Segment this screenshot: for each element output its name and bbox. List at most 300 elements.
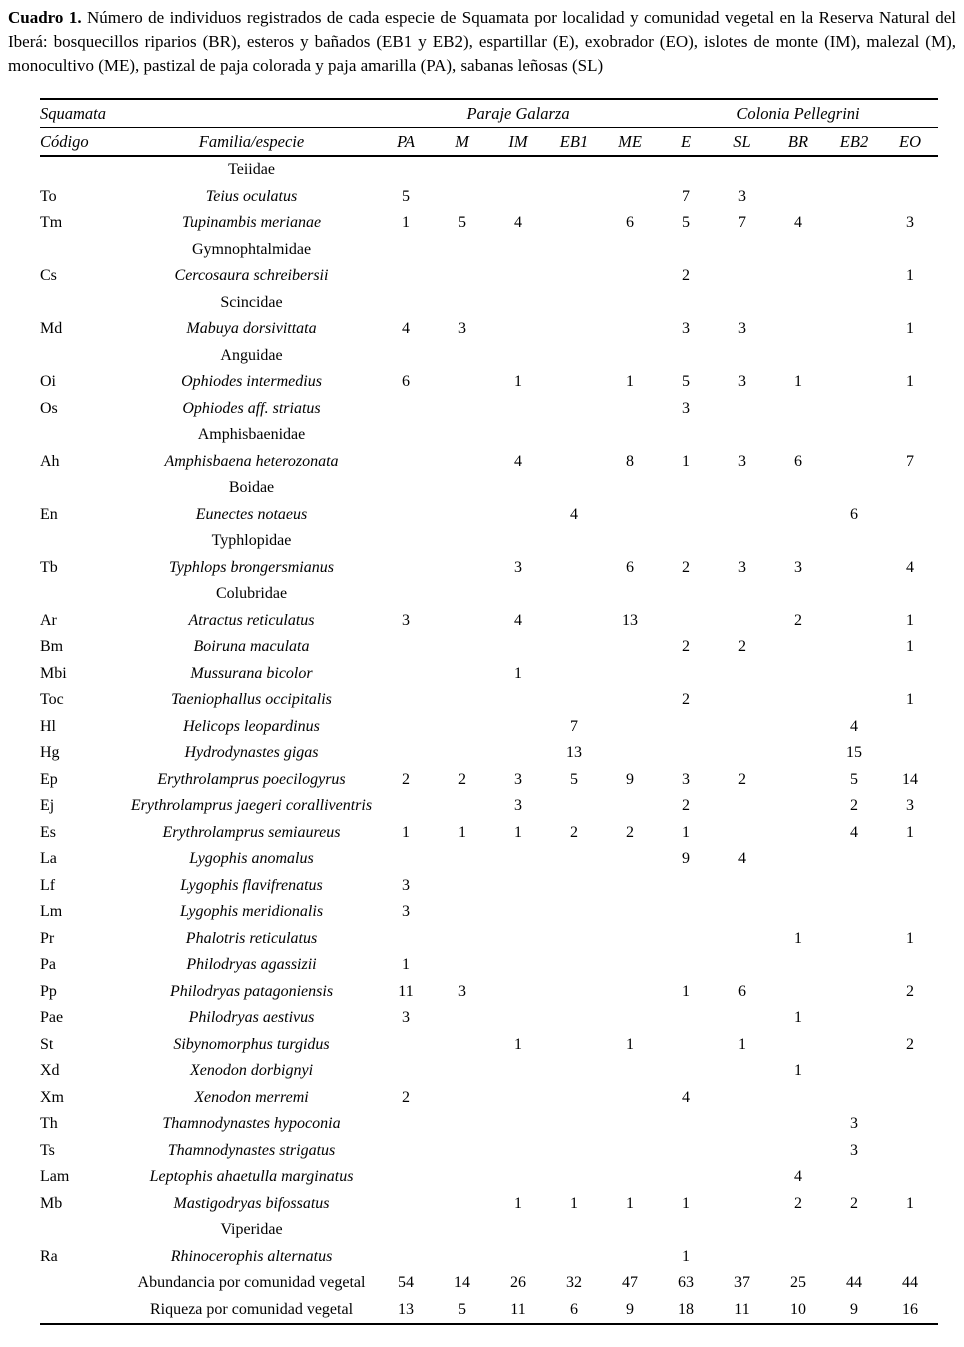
count-cell: 2: [402, 1088, 410, 1106]
count-cell: [882, 740, 938, 767]
count-cell: [434, 608, 490, 635]
count-cell: [378, 793, 434, 820]
count-cell: 6: [402, 373, 410, 391]
count-cell: [434, 369, 490, 396]
species-name: Leptophis ahaetulla marginatus: [149, 1168, 354, 1186]
count-cell: [546, 1164, 602, 1191]
header-colonia-pellegrini: Colonia Pellegrini: [658, 99, 938, 128]
count-cell: [546, 316, 602, 343]
count-cell: [546, 1085, 602, 1112]
species-row: [40, 1085, 938, 1112]
count-cell: 5: [850, 770, 858, 788]
count-cell: [546, 634, 602, 661]
count-cell: [770, 528, 826, 555]
count-cell: [658, 899, 714, 926]
species-row: [40, 899, 938, 926]
species-name: Philodryas aestivus: [188, 1009, 315, 1027]
count-cell: [826, 369, 882, 396]
count-cell: [602, 184, 658, 211]
count-cell: 1: [570, 1194, 578, 1212]
species-name: Ophiodes intermedius: [181, 373, 322, 391]
col-header-eb1: EB1: [546, 128, 602, 157]
count-cell: 2: [682, 558, 690, 576]
count-cell: [826, 979, 882, 1006]
count-cell: [658, 290, 714, 317]
count-cell: [546, 926, 602, 953]
count-cell: [826, 475, 882, 502]
count-cell: 3: [738, 373, 746, 391]
count-cell: [378, 449, 434, 476]
count-cell: [434, 952, 490, 979]
count-cell: [770, 502, 826, 529]
count-cell: 3: [402, 611, 410, 629]
count-cell: [546, 369, 602, 396]
count-cell: 14: [454, 1274, 470, 1292]
count-cell: 13: [622, 611, 638, 629]
count-cell: [434, 1138, 490, 1165]
count-cell: [378, 290, 434, 317]
count-cell: [714, 1085, 770, 1112]
count-cell: [714, 740, 770, 767]
count-cell: [658, 422, 714, 449]
count-cell: [658, 926, 714, 953]
count-cell: [714, 475, 770, 502]
count-cell: [658, 1032, 714, 1059]
count-cell: [882, 581, 938, 608]
count-cell: [714, 396, 770, 423]
count-cell: [714, 661, 770, 688]
count-cell: [770, 873, 826, 900]
species-name: Mabuya dorsivittata: [186, 320, 317, 338]
count-cell: [546, 156, 602, 184]
count-cell: 4: [794, 1168, 802, 1186]
count-cell: 9: [626, 770, 634, 788]
count-cell: [378, 1058, 434, 1085]
count-cell: 3: [402, 876, 410, 894]
count-cell: 2: [738, 638, 746, 656]
species-name: Phalotris reticulatus: [185, 929, 318, 947]
count-cell: [770, 263, 826, 290]
species-row: [40, 846, 938, 873]
count-cell: [490, 396, 546, 423]
species-code: Ar: [40, 611, 57, 629]
count-cell: [602, 422, 658, 449]
family-name: Colubridae: [215, 585, 288, 603]
count-cell: [434, 661, 490, 688]
family-name: Boidae: [228, 479, 275, 497]
count-cell: 4: [794, 214, 802, 232]
species-code: [40, 581, 125, 608]
count-cell: [826, 1058, 882, 1085]
count-cell: [490, 316, 546, 343]
count-cell: [490, 343, 546, 370]
count-cell: [490, 714, 546, 741]
table-body: [40, 156, 938, 1324]
species-code: Hg: [40, 744, 60, 762]
species-code: St: [40, 1035, 54, 1053]
count-cell: 1: [626, 1035, 634, 1053]
count-cell: 1: [514, 1035, 522, 1053]
species-row: [40, 634, 938, 661]
count-cell: 3: [458, 982, 466, 1000]
count-cell: 4: [850, 823, 858, 841]
count-cell: [882, 184, 938, 211]
family-row: [40, 1217, 938, 1244]
family-row: [40, 237, 938, 264]
count-cell: [602, 1111, 658, 1138]
species-code: Bm: [40, 638, 64, 656]
species-code: Pae: [40, 1009, 64, 1027]
count-cell: [770, 793, 826, 820]
species-name: Sibynomorphus turgidus: [173, 1035, 330, 1053]
count-cell: [602, 714, 658, 741]
count-cell: [658, 1058, 714, 1085]
count-cell: 3: [738, 558, 746, 576]
count-cell: [714, 422, 770, 449]
count-cell: 7: [906, 452, 914, 470]
count-cell: 2: [570, 823, 578, 841]
col-header-m: M: [434, 128, 490, 157]
species-row: [40, 740, 938, 767]
count-cell: 2: [682, 638, 690, 656]
count-cell: [434, 263, 490, 290]
species-name: Atractus reticulatus: [188, 611, 315, 629]
species-row: [40, 873, 938, 900]
count-cell: [546, 1244, 602, 1271]
count-cell: [826, 422, 882, 449]
count-cell: [434, 1111, 490, 1138]
count-cell: 1: [514, 823, 522, 841]
count-cell: 6: [794, 452, 802, 470]
count-cell: [546, 1032, 602, 1059]
col-header-codigo: Código: [40, 128, 125, 157]
species-name: Thamnodynastes hypoconia: [162, 1115, 341, 1133]
species-code: Ts: [40, 1141, 55, 1159]
count-cell: 9: [626, 1300, 634, 1318]
species-row: [40, 608, 938, 635]
species-row: [40, 316, 938, 343]
count-cell: [658, 156, 714, 184]
species-code: Pr: [40, 929, 55, 947]
count-cell: [546, 1111, 602, 1138]
species-code: Ah: [40, 452, 60, 470]
count-cell: [546, 979, 602, 1006]
count-cell: [546, 899, 602, 926]
count-cell: [434, 740, 490, 767]
count-cell: [378, 1032, 434, 1059]
species-name: Erythrolamprus jaegeri coralliventris: [130, 797, 373, 815]
species-row: [40, 502, 938, 529]
count-cell: [434, 1191, 490, 1218]
species-code: [40, 237, 125, 264]
count-cell: 3: [906, 214, 914, 232]
count-cell: [546, 1138, 602, 1165]
count-cell: [714, 290, 770, 317]
count-cell: 3: [850, 1115, 858, 1133]
species-row: [40, 714, 938, 741]
count-cell: [658, 475, 714, 502]
count-cell: 1: [682, 452, 690, 470]
count-cell: [770, 184, 826, 211]
count-cell: 25: [790, 1274, 806, 1292]
count-cell: 1: [626, 1194, 634, 1212]
count-cell: [546, 608, 602, 635]
count-cell: 7: [682, 187, 690, 205]
count-cell: 2: [682, 267, 690, 285]
count-cell: 5: [682, 214, 690, 232]
count-cell: 1: [402, 823, 410, 841]
species-name: Amphisbaena heterozonata: [164, 452, 339, 470]
species-name: Hydrodynastes gigas: [184, 744, 319, 762]
family-row: [40, 422, 938, 449]
count-cell: [826, 1244, 882, 1271]
col-header-br: BR: [770, 128, 826, 157]
count-cell: [714, 528, 770, 555]
family-name: Teiidae: [228, 161, 275, 179]
count-cell: 7: [738, 214, 746, 232]
count-cell: [434, 581, 490, 608]
species-name: Erythrolamprus semiaureus: [162, 823, 341, 841]
count-cell: [826, 899, 882, 926]
count-cell: 3: [682, 770, 690, 788]
count-cell: [882, 1164, 938, 1191]
count-cell: [378, 661, 434, 688]
count-cell: 3: [514, 797, 522, 815]
count-cell: [434, 528, 490, 555]
count-cell: [714, 237, 770, 264]
count-cell: 13: [566, 744, 582, 762]
count-cell: 1: [906, 373, 914, 391]
count-cell: [434, 475, 490, 502]
count-cell: 6: [850, 505, 858, 523]
species-code: Ep: [40, 770, 58, 788]
count-cell: [882, 846, 938, 873]
count-cell: [882, 873, 938, 900]
species-name: Philodryas patagoniensis: [169, 982, 334, 1000]
count-cell: [882, 396, 938, 423]
count-cell: 15: [846, 744, 862, 762]
count-cell: [882, 1085, 938, 1112]
count-cell: 44: [902, 1274, 918, 1292]
species-row: [40, 767, 938, 794]
family-row: [40, 475, 938, 502]
count-cell: 7: [570, 717, 578, 735]
count-cell: [378, 156, 434, 184]
species-code: Tm: [40, 214, 63, 232]
count-cell: 54: [398, 1274, 414, 1292]
count-cell: [378, 343, 434, 370]
species-code: En: [40, 505, 58, 523]
count-cell: [770, 1244, 826, 1271]
count-cell: [770, 714, 826, 741]
species-name: Lygophis anomalus: [189, 850, 314, 868]
count-cell: [882, 1138, 938, 1165]
count-cell: [770, 1032, 826, 1059]
count-cell: [658, 714, 714, 741]
count-cell: [490, 1164, 546, 1191]
count-cell: [882, 290, 938, 317]
count-cell: 1: [794, 1062, 802, 1080]
count-cell: 4: [738, 850, 746, 868]
species-code: Xd: [40, 1062, 60, 1080]
species-code: Lf: [40, 876, 56, 894]
count-cell: [770, 740, 826, 767]
count-cell: [602, 343, 658, 370]
count-cell: [714, 581, 770, 608]
count-cell: [826, 263, 882, 290]
count-cell: [434, 873, 490, 900]
count-cell: 18: [678, 1300, 694, 1318]
count-cell: [602, 1085, 658, 1112]
count-cell: [378, 422, 434, 449]
count-cell: 2: [626, 823, 634, 841]
count-cell: [826, 1217, 882, 1244]
count-cell: [714, 899, 770, 926]
count-cell: [490, 528, 546, 555]
species-row: [40, 1244, 938, 1271]
count-cell: [602, 502, 658, 529]
count-cell: [658, 581, 714, 608]
count-cell: 4: [570, 505, 578, 523]
count-cell: 11: [734, 1300, 750, 1318]
species-code: [40, 422, 125, 449]
species-row: [40, 263, 938, 290]
count-cell: [546, 184, 602, 211]
count-cell: 1: [402, 214, 410, 232]
count-cell: [602, 581, 658, 608]
count-cell: [602, 846, 658, 873]
header-paraje-galarza: Paraje Galarza: [378, 99, 658, 128]
count-cell: [434, 449, 490, 476]
count-cell: [602, 661, 658, 688]
count-cell: [826, 237, 882, 264]
species-code: La: [40, 850, 57, 868]
species-table: [40, 98, 938, 1325]
count-cell: [546, 343, 602, 370]
count-cell: [434, 899, 490, 926]
count-cell: 2: [682, 691, 690, 709]
count-cell: [434, 793, 490, 820]
count-cell: [490, 422, 546, 449]
count-cell: [770, 899, 826, 926]
col-header-me: ME: [602, 128, 658, 157]
count-cell: [602, 237, 658, 264]
count-cell: 6: [570, 1300, 578, 1318]
count-cell: [546, 396, 602, 423]
count-cell: [882, 343, 938, 370]
count-cell: [490, 290, 546, 317]
species-code: Md: [40, 320, 63, 338]
count-cell: [602, 1005, 658, 1032]
count-cell: 1: [458, 823, 466, 841]
count-cell: 2: [402, 770, 410, 788]
count-cell: [826, 873, 882, 900]
count-cell: 1: [906, 267, 914, 285]
count-cell: [658, 661, 714, 688]
count-cell: [434, 687, 490, 714]
count-cell: 3: [850, 1141, 858, 1159]
col-header-familia: Familia/especie: [125, 128, 378, 157]
count-cell: 8: [626, 452, 634, 470]
count-cell: [714, 343, 770, 370]
count-cell: [770, 1085, 826, 1112]
family-name: Scincidae: [220, 293, 283, 311]
count-cell: [378, 1244, 434, 1271]
count-cell: 1: [906, 823, 914, 841]
count-cell: 3: [738, 187, 746, 205]
count-cell: 13: [398, 1300, 414, 1318]
species-name: Cercosaura schreibersii: [174, 267, 329, 285]
count-cell: [658, 740, 714, 767]
count-cell: [546, 475, 602, 502]
count-cell: [602, 316, 658, 343]
count-cell: [602, 979, 658, 1006]
count-cell: 4: [514, 214, 522, 232]
count-cell: [658, 1138, 714, 1165]
count-cell: [714, 687, 770, 714]
count-cell: 3: [682, 399, 690, 417]
count-cell: [714, 714, 770, 741]
species-code: Mb: [40, 1194, 63, 1212]
count-cell: [546, 1058, 602, 1085]
count-cell: 1: [402, 956, 410, 974]
count-cell: [602, 687, 658, 714]
count-cell: [770, 846, 826, 873]
count-cell: [490, 634, 546, 661]
count-cell: [770, 661, 826, 688]
count-cell: 4: [402, 320, 410, 338]
count-cell: [434, 422, 490, 449]
count-cell: [658, 952, 714, 979]
count-cell: [546, 422, 602, 449]
count-cell: [602, 1164, 658, 1191]
col-header-sl: SL: [714, 128, 770, 157]
count-cell: [434, 1164, 490, 1191]
count-cell: [882, 237, 938, 264]
count-cell: [378, 581, 434, 608]
count-cell: [770, 634, 826, 661]
count-cell: [490, 1085, 546, 1112]
count-cell: [770, 687, 826, 714]
count-cell: [658, 1005, 714, 1032]
count-cell: [490, 475, 546, 502]
count-cell: [770, 581, 826, 608]
count-cell: [770, 422, 826, 449]
count-cell: [882, 502, 938, 529]
count-cell: 9: [682, 850, 690, 868]
count-cell: [490, 952, 546, 979]
count-cell: [826, 210, 882, 237]
count-cell: [826, 1164, 882, 1191]
species-name: Helicops leopardinus: [183, 717, 320, 735]
count-cell: [490, 1005, 546, 1032]
species-row: [40, 449, 938, 476]
count-cell: 2: [850, 1194, 858, 1212]
family-row: [40, 156, 938, 184]
species-row: [40, 1032, 938, 1059]
count-cell: 3: [402, 1009, 410, 1027]
species-code: Os: [40, 399, 58, 417]
count-cell: [882, 1244, 938, 1271]
count-cell: 1: [906, 691, 914, 709]
count-cell: [882, 475, 938, 502]
count-cell: [602, 475, 658, 502]
count-cell: [490, 184, 546, 211]
family-name: Typhlopidae: [211, 532, 292, 550]
count-cell: 1: [682, 982, 690, 1000]
count-cell: [826, 926, 882, 953]
count-cell: [826, 290, 882, 317]
